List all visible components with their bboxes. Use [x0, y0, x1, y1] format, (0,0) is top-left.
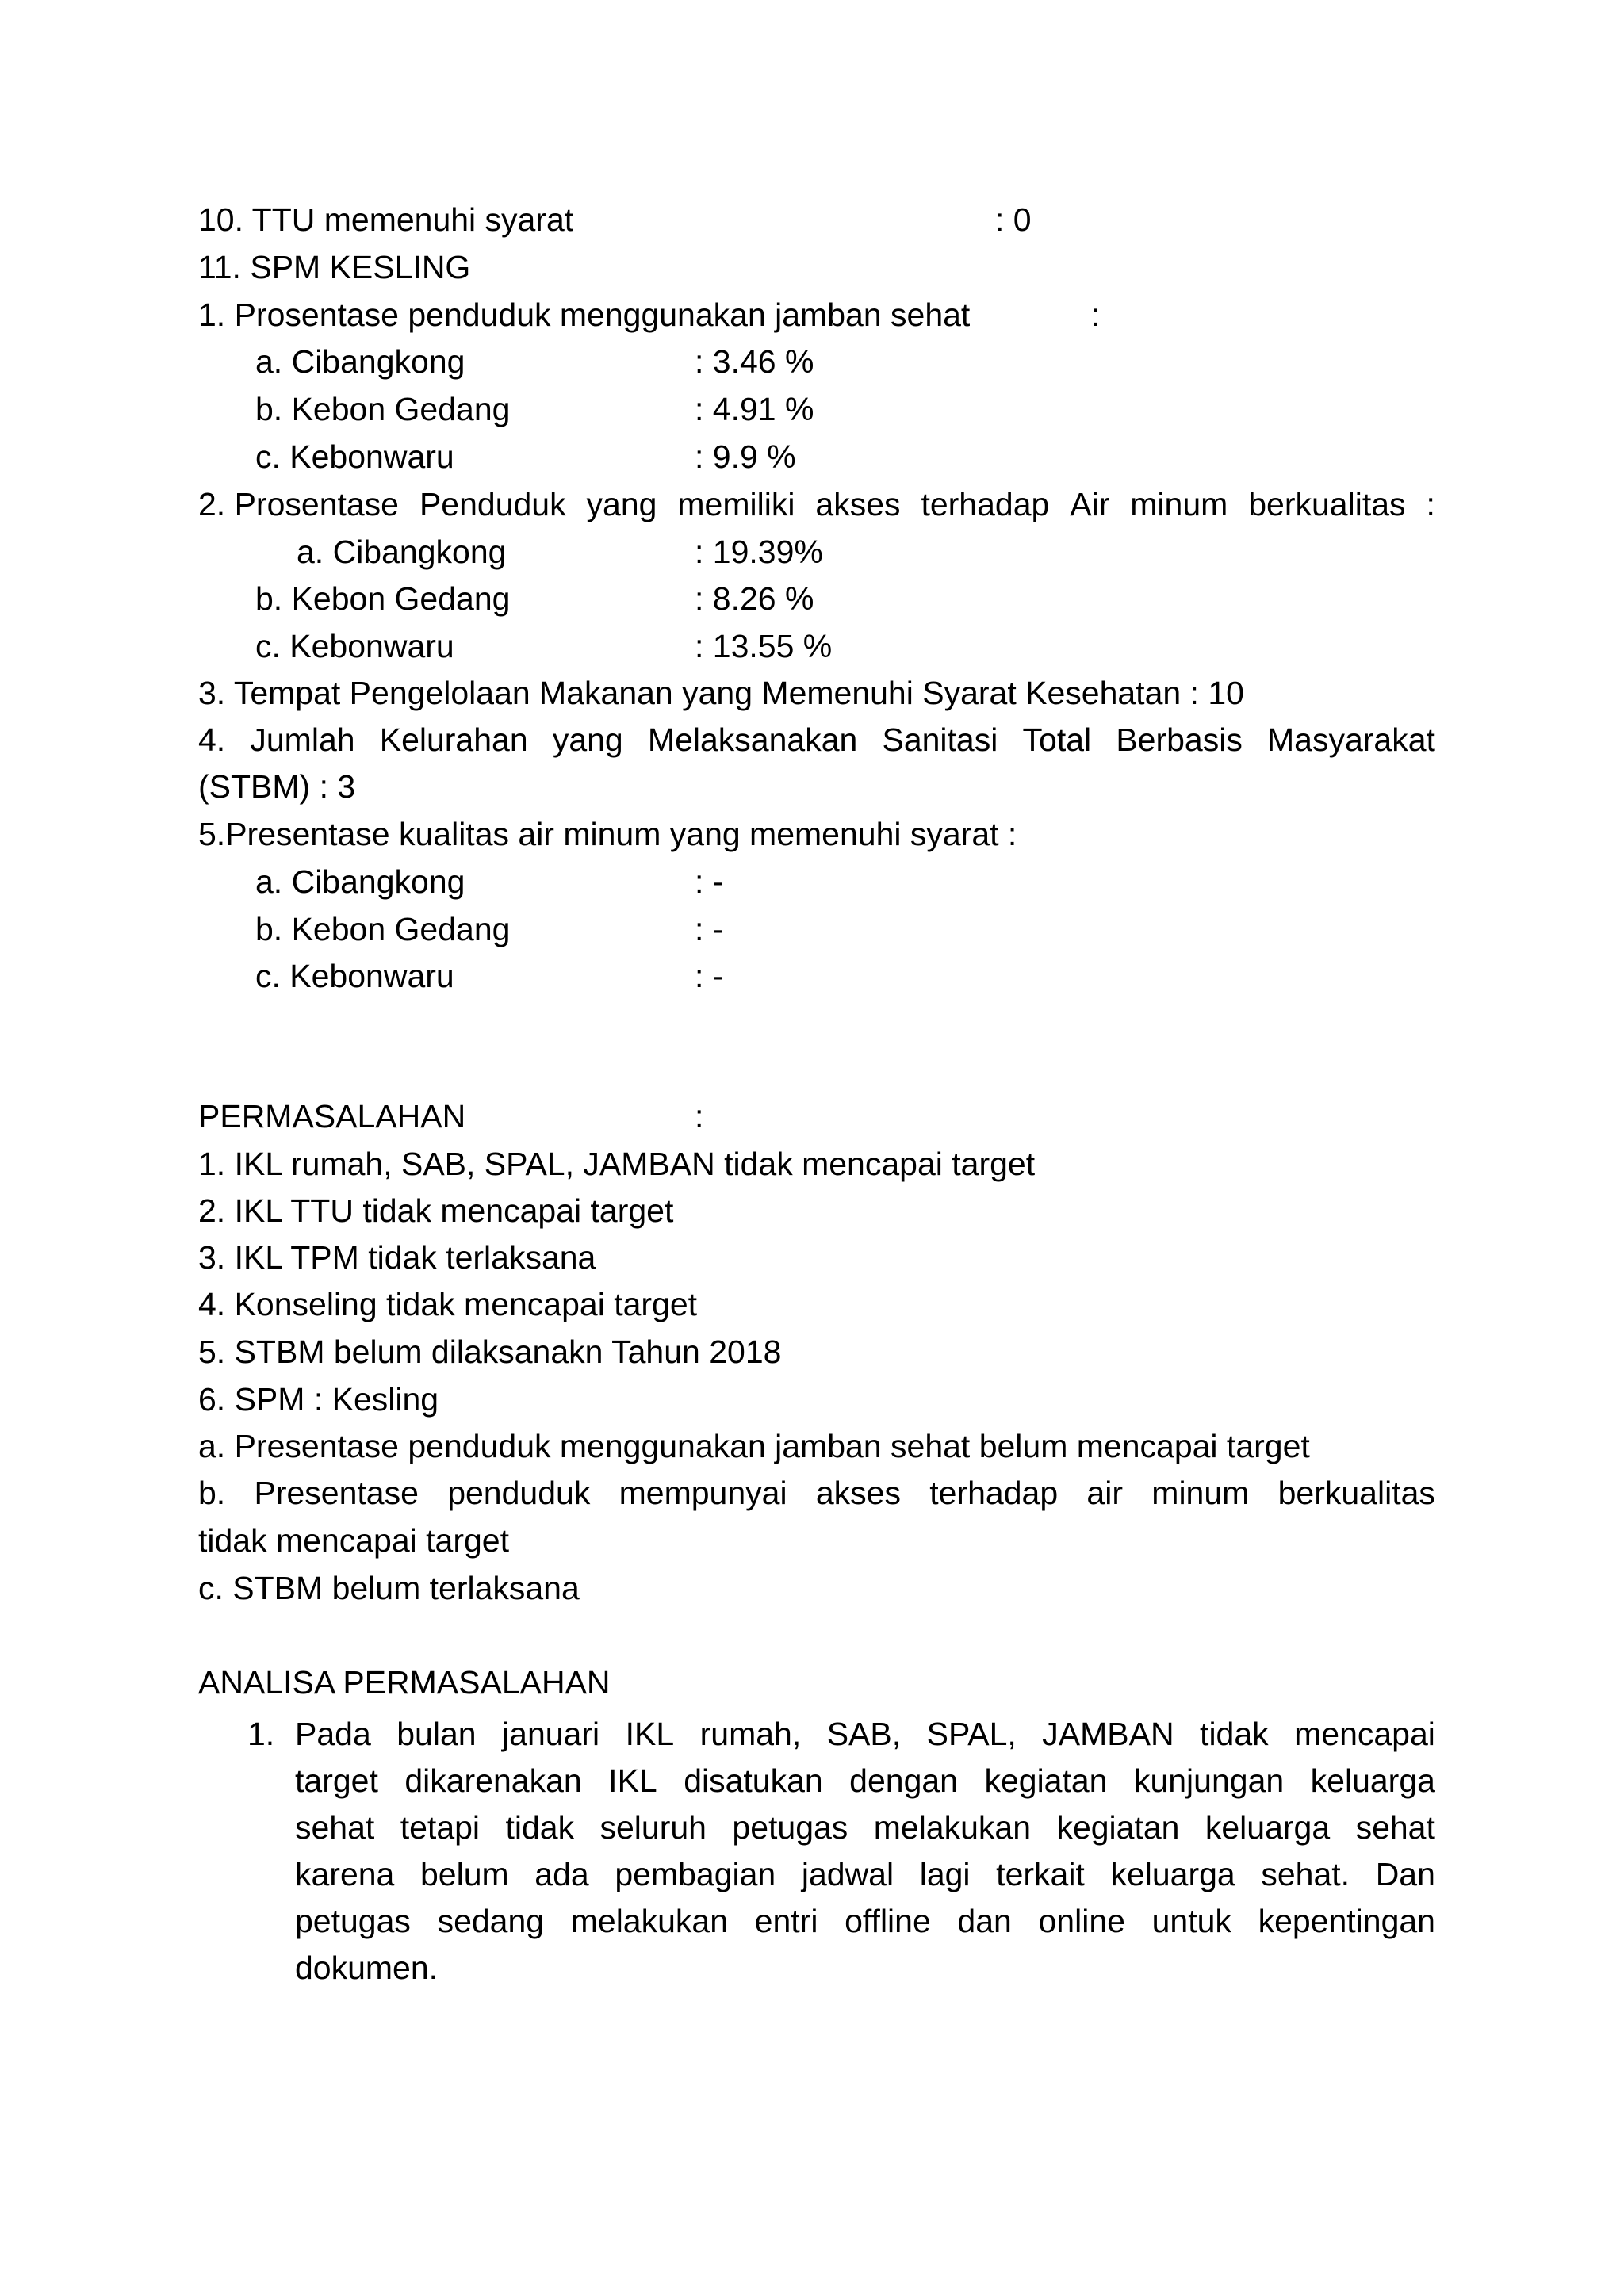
word: disatukan — [684, 1762, 823, 1799]
spm2-item-value: : 13.55 % — [695, 628, 833, 664]
word: sehat — [1355, 1809, 1435, 1846]
spm1-item-label: b. Kebon Gedang — [255, 391, 511, 427]
word: sehat. — [1261, 1856, 1350, 1892]
word: dengan — [849, 1762, 958, 1799]
permasalahan-item: 5. STBM belum dilaksanakn Tahun 2018 — [198, 1334, 782, 1370]
permasalahan-item: 1. IKL rumah, SAB, SPAL, JAMBAN tidak mencapai target — [198, 1146, 1036, 1182]
word: target — [295, 1762, 378, 1799]
spm2-item-label: b. Kebon Gedang — [255, 580, 511, 617]
spm1-colon: : — [1091, 297, 1101, 333]
word: Dan — [1375, 1856, 1435, 1892]
ttu-label: 10. TTU memenuhi syarat — [198, 201, 574, 238]
word: minum — [1130, 486, 1228, 522]
word: seluruh — [599, 1809, 707, 1846]
permasalahan-item: 2. IKL TTU tidak mencapai target — [198, 1192, 674, 1229]
word: untuk — [1151, 1903, 1231, 1939]
word: tidak — [1200, 1716, 1269, 1752]
word: penduduk — [447, 1475, 591, 1511]
word: 2. Prosentase — [198, 486, 399, 522]
permasalahan-item: 3. IKL TPM tidak terlaksana — [198, 1239, 596, 1276]
word: belum — [420, 1856, 509, 1892]
word: mempunyai — [619, 1475, 787, 1511]
spm5-item-label: c. Kebonwaru — [255, 958, 454, 994]
permasalahan-item-b-line2: tidak mencapai target — [198, 1522, 510, 1559]
paragraph-line — [295, 1945, 1435, 1992]
word: entri — [754, 1903, 818, 1939]
word: keluarga — [1310, 1762, 1435, 1799]
permasalahan-colon: : — [695, 1098, 704, 1135]
word: Air — [1070, 486, 1110, 522]
analisa-heading: ANALISA PERMASALAHAN — [198, 1664, 611, 1701]
word: akses — [815, 1475, 901, 1511]
word: mencapai — [1294, 1716, 1435, 1752]
word: terhadap — [929, 1475, 1059, 1511]
word: kegiatan — [984, 1762, 1108, 1799]
permasalahan-heading: PERMASALAHAN — [198, 1098, 466, 1135]
word: ada — [534, 1856, 589, 1892]
word: lagi — [919, 1856, 971, 1892]
word: Masyarakat — [1267, 721, 1435, 758]
word: petugas — [295, 1903, 411, 1939]
word: melakukan — [873, 1809, 1032, 1846]
word: Jumlah — [250, 721, 355, 758]
word: yang — [586, 486, 657, 522]
word: IKL — [608, 1762, 657, 1799]
permasalahan-item: 6. SPM : Kesling — [198, 1381, 439, 1418]
spm2-item-label: c. Kebonwaru — [255, 628, 454, 664]
word: berkualitas — [1248, 486, 1406, 522]
word: Presentase — [254, 1475, 419, 1511]
word: air — [1086, 1475, 1123, 1511]
word: akses — [815, 486, 901, 522]
spm4-line2: (STBM) : 3 — [198, 768, 356, 805]
analisa-paragraph — [295, 1711, 1435, 1992]
word: terhadap — [921, 486, 1050, 522]
word: keluarga — [1205, 1809, 1331, 1846]
word: keluarga — [1110, 1856, 1235, 1892]
word: rumah, — [699, 1716, 802, 1752]
word: Total — [1022, 721, 1092, 758]
word: memiliki — [677, 486, 795, 522]
word: Pada — [295, 1716, 371, 1752]
word: petugas — [732, 1809, 848, 1846]
spm2-title — [198, 484, 1435, 524]
word: dan — [957, 1903, 1012, 1939]
word: yang — [552, 721, 623, 758]
word: melakukan — [570, 1903, 729, 1939]
spm4-line1 — [198, 720, 1435, 760]
word: dikarenakan — [404, 1762, 582, 1799]
permasalahan-item: 4. Konseling tidak mencapai target — [198, 1286, 698, 1322]
word: kepentingan — [1258, 1903, 1435, 1939]
word: berkualitas — [1277, 1475, 1435, 1511]
spm1-item-label: c. Kebonwaru — [255, 438, 454, 475]
spm5-item-value: : - — [695, 863, 724, 900]
spm5-title: 5.Presentase kualitas air minum yang memenuhi syarat : — [198, 816, 1017, 852]
word: offline — [845, 1903, 931, 1939]
spm1-title: 1. Prosentase penduduk menggunakan jamban sehat — [198, 297, 971, 333]
word: pembagian — [615, 1856, 776, 1892]
word: sehat — [295, 1809, 375, 1846]
spm1-item-value: : 4.91 % — [695, 391, 814, 427]
word: online — [1038, 1903, 1125, 1939]
spm5-item-value: : - — [695, 958, 724, 994]
word: jadwal — [801, 1856, 894, 1892]
word: minum — [1151, 1475, 1250, 1511]
word: Berbasis — [1116, 721, 1243, 758]
spm5-item-label: a. Cibangkong — [255, 863, 465, 900]
word: 4. — [198, 721, 226, 758]
word: Melaksanakan — [647, 721, 858, 758]
ttu-value: : 0 — [995, 201, 1032, 238]
word: karena — [295, 1856, 395, 1892]
word: JAMBAN — [1042, 1716, 1174, 1752]
spm5-item-value: : - — [695, 911, 724, 947]
spm1-item-value: : 3.46 % — [695, 343, 814, 380]
word: SPAL, — [926, 1716, 1017, 1752]
spm1-item-value: : 9.9 % — [695, 438, 796, 475]
permasalahan-item-c: c. STBM belum terlaksana — [198, 1570, 580, 1606]
word: terkait — [996, 1856, 1085, 1892]
spm2-item-value: : 19.39% — [695, 534, 823, 570]
spm3-line: 3. Tempat Pengelolaan Makanan yang Memenuhi Syarat Kesehatan : 10 — [198, 675, 1244, 711]
paragraph-line — [295, 1898, 1435, 1945]
word: : — [1426, 486, 1435, 522]
word: bulan — [396, 1716, 477, 1752]
word: kegiatan — [1056, 1809, 1180, 1846]
spm1-item-label: a. Cibangkong — [255, 343, 465, 380]
word: tidak — [505, 1809, 575, 1846]
paragraph-line — [295, 1711, 1435, 1758]
spm2-item-value: : 8.26 % — [695, 580, 814, 617]
analisa-number: 1. — [247, 1716, 275, 1752]
word: Penduduk — [419, 486, 566, 522]
permasalahan-item: a. Presentase penduduk menggunakan jamban sehat belum mencapai target — [198, 1428, 1310, 1464]
word: januari — [502, 1716, 600, 1752]
paragraph-line — [295, 1804, 1435, 1851]
word: sedang — [437, 1903, 545, 1939]
paragraph-line — [295, 1851, 1435, 1898]
word: dokumen. — [295, 1950, 439, 1986]
word: SAB, — [826, 1716, 902, 1752]
spm-heading: 11. SPM KESLING — [198, 249, 471, 285]
word: kunjungan — [1133, 1762, 1285, 1799]
word: tetapi — [400, 1809, 481, 1846]
word: Kelurahan — [379, 721, 528, 758]
spm5-item-label: b. Kebon Gedang — [255, 911, 511, 947]
spm2-item-label: a. Cibangkong — [297, 534, 507, 570]
word: Sanitasi — [882, 721, 998, 758]
paragraph-line — [295, 1758, 1435, 1804]
permasalahan-item-b-line1 — [198, 1473, 1435, 1513]
word: b. — [198, 1475, 226, 1511]
word: IKL — [625, 1716, 675, 1752]
